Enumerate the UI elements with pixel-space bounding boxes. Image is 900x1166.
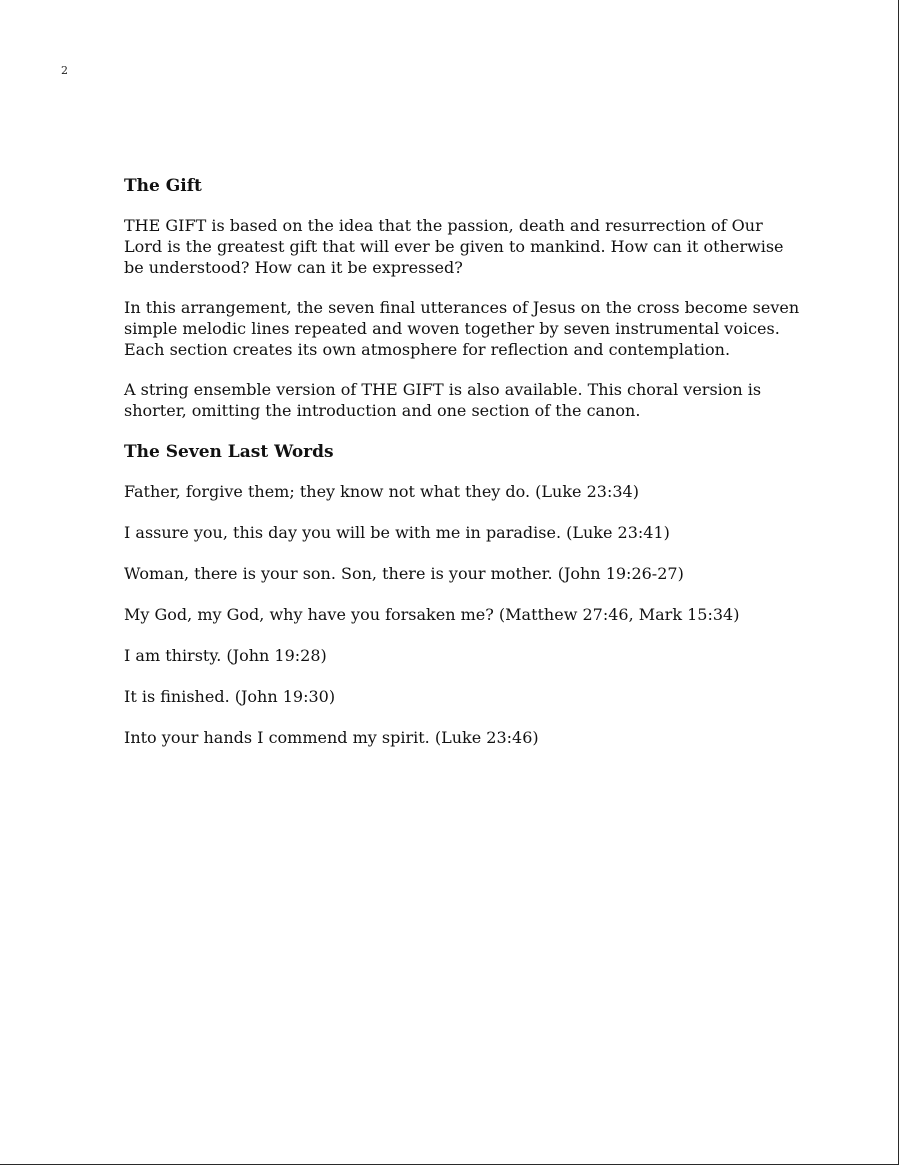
page-number: 2	[61, 64, 68, 77]
section-title-the-gift: The Gift	[124, 176, 202, 196]
last-word-item: Into your hands I commend my spirit. (Luke 23:46)	[124, 728, 539, 747]
gift-paragraph-3: A string ensemble version of THE GIFT is also available. This choral version is shorter, omitting the introduction and one section of the canon.	[124, 380, 762, 420]
gift-paragraph-1: THE GIFT is based on the idea that the passion, death and resurrection of Our Lord is the greatest gift that will ever be given to mankind. How can it otherwise be understood? How can it be expressed?	[124, 216, 784, 277]
gift-paragraph-2: In this arrangement, the seven final utterances of Jesus on the cross become seven simple melodic lines repeated and woven together by seven instrumental voices. Each section creates its own atmosphere for reflection and contemplation.	[124, 298, 800, 359]
last-word-item: Woman, there is your son. Son, there is your mother. (John 19:26-27)	[124, 564, 684, 583]
last-word-item: I assure you, this day you will be with me in paradise. (Luke 23:41)	[124, 523, 670, 542]
section-title-seven-last-words: The Seven Last Words	[124, 442, 334, 462]
document-body	[124, 174, 804, 768]
last-word-item: I am thirsty. (John 19:28)	[124, 646, 327, 665]
last-word-item: Father, forgive them; they know not what they do. (Luke 23:34)	[124, 482, 639, 501]
last-word-item: My God, my God, why have you forsaken me? (Matthew 27:46, Mark 15:34)	[124, 605, 740, 624]
last-word-item: It is finished. (John 19:30)	[124, 687, 336, 706]
seven-last-words-list	[124, 481, 804, 748]
